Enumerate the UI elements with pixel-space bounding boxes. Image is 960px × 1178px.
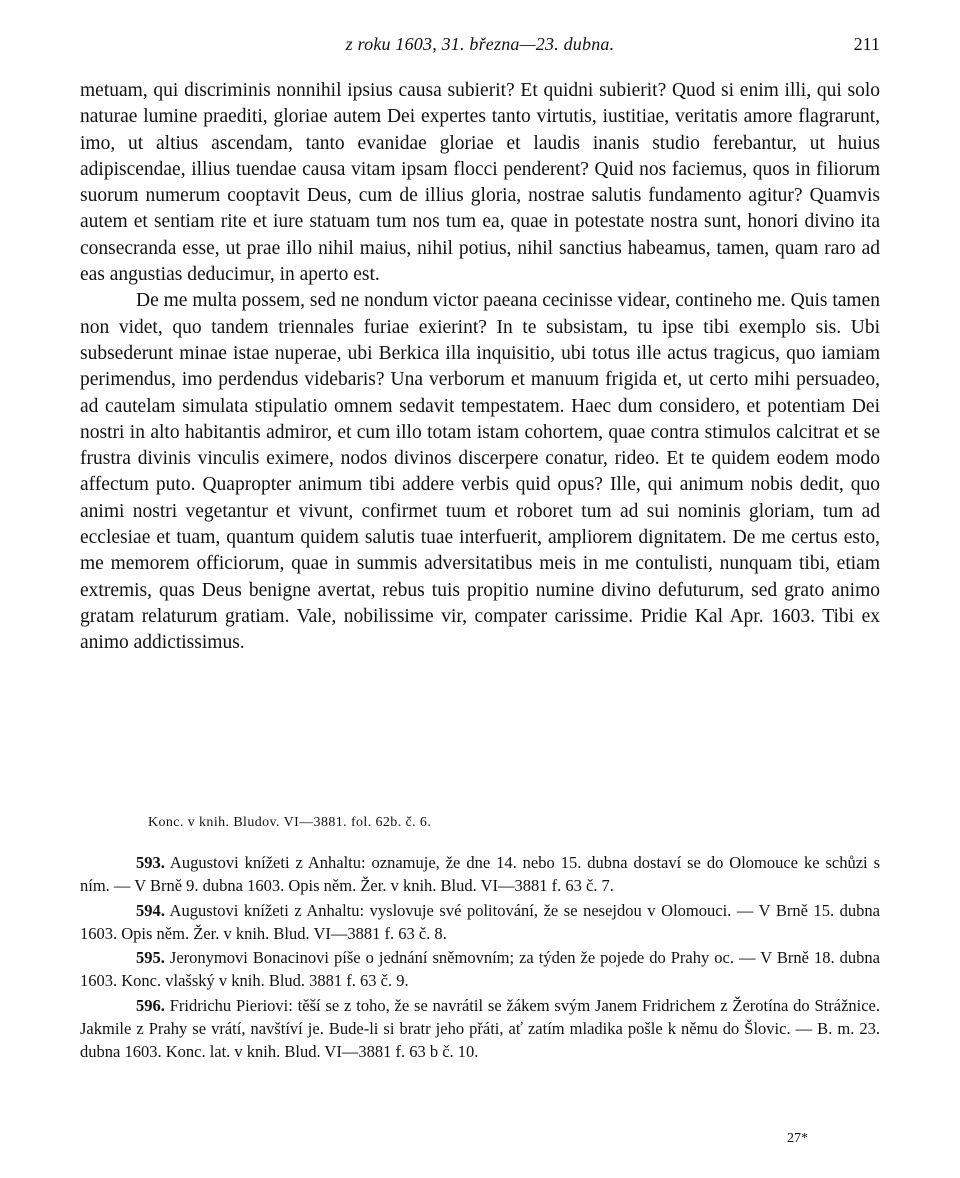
regesta-list [80, 851, 880, 1065]
regest-entry [80, 899, 880, 945]
source-note: Konc. v knih. Bludov. VI—3881. fol. 62b. č. 6. [148, 815, 432, 830]
entry-number: 593. [136, 853, 165, 872]
letter-paragraph: De me multa possem, sed ne nondum victor paeana cecinisse videar, contineho me. Quis tamen non videt, quo tandem triennales furiae exierint? In te subsistam, tu ipse tibi exemplo sis. Ubi subsederunt minae istae nuperae, ubi Berkica illa inquisitio, ubi totus ille actus tragicus, quo iamiam perimendus, imo perdendus videbaris? Una verborum et manuum frigida et, ut certo mihi persuadeo, ad cautelam simulata stipulatio omnem sedavit tempestatem. Haec dum considero, et potentiam Dei nostri in alto habitantis admiror, et cum illo totam istam cohortem, quae contra stimulos calcitrat et se frustra divinis vinculis eximere, nodos divinos discerpere conatur, rideo. Et te quidem eodem modo affectum puto. Quapropter animum tibi addere verbis quid opus? Ille, qui animum nobis dedit, quo animi nostri vegetantur et vivunt, confirmet tuum et roboret tum ad sui nominis gloriam, tum ad ecclesiae et tuam, quantum quidem salutis tuae interfuerit, ampliorem dignitatem. De me certus esto, me memorem officiorum, quae in summis adversitatibus meis in me contulisti, nunquam tibi, etiam extremis, quas Deus benigne avertat, rebus tuis propitio numine divino defuturum, sed grato animo gratam relaturum gratiam. Vale, nobilissime vir, compater carissime. Pridie Kal Apr. 1603. Tibi ex animo addictissimus. [80, 290, 880, 654]
letter-paragraph: metuam, qui discriminis nonnihil ipsius causa subierit? Et quidni subierit? Quod si enim illi, qui solo naturae lumine praediti, gloriae autem Dei expertes tanto virtutis, iustitiae, veritatis amore flagrarunt, imo, ut altius ascendam, tanto evanidae gloriae et laudis inanis studio ferebantur, ut huius adipiscendae, illius tuendae causa vitam ipsam flocci penderent? Quid nos faciemus, quos in filiorum suorum numerum cooptavit Deus, cum de illius gloria, nostrae salutis fundamento agitur? Quamvis autem et sentiam rite et iure statuam tum nos tum ea, quae in potestate nostra sunt, honori divino ita consecranda esse, ut prae illo nihil maius, nihil potius, nihil sanctius habeamus, tamen, quam raro ad eas angustias deducimur, in aperto est. [80, 80, 880, 286]
running-head [80, 34, 880, 56]
regest-entry [80, 946, 880, 992]
running-title: z roku 1603, 31. března—23. dubna. [345, 34, 615, 54]
regest-entry [80, 851, 880, 897]
letter-text [80, 78, 880, 657]
entry-text: Augustovi knížeti z Anhaltu: vyslovuje své politování, že se nesejdou v Olomouci. — V Brně 15. dubna 1603. Opis něm. Žer. v knih. Blud. VI—3881 f. 63 č. 8. [80, 900, 880, 943]
entry-number: 595. [136, 948, 165, 968]
entry-text: Augustovi knížeti z Anhaltu: oznamuje, že dne 14. nebo 15. dubna dostaví se do Olomouce ke schůzi s ním. — V Brně 9. dubna 1603. Opis něm. Žer. v knih. Blud. VI—3881 f. 63 č. 7. [80, 853, 880, 896]
page-number: 211 [853, 34, 880, 54]
entry-text: Fridrichu Pieriovi: těší se z toho, že se navrátil se žákem svým Janem Fridrichem z Žerotína do Strážnice. Jakmile z Prahy se vrátí, navštíví je. Bude-li si bratr jeho přáti, ať zatím mladika pošle k němu do Šlovic. — B. m. 23. dubna 1603. Konc. lat. v knih. Blud. VI—3881 f. 63 b č. 10. [80, 996, 880, 1062]
entry-number: 596. [136, 996, 165, 1016]
regest-entry [80, 994, 880, 1063]
signature-mark: 27* [787, 1131, 808, 1146]
entry-text: Jeronymovi Bonacinovi píše o jednání sněmovním; za týden že pojede do Prahy oc. — V Brně 18. dubna 1603. Konc. vlašský v knih. Blud. 3881 f. 63 č. 9. [80, 948, 881, 991]
entry-number: 594. [136, 900, 165, 920]
